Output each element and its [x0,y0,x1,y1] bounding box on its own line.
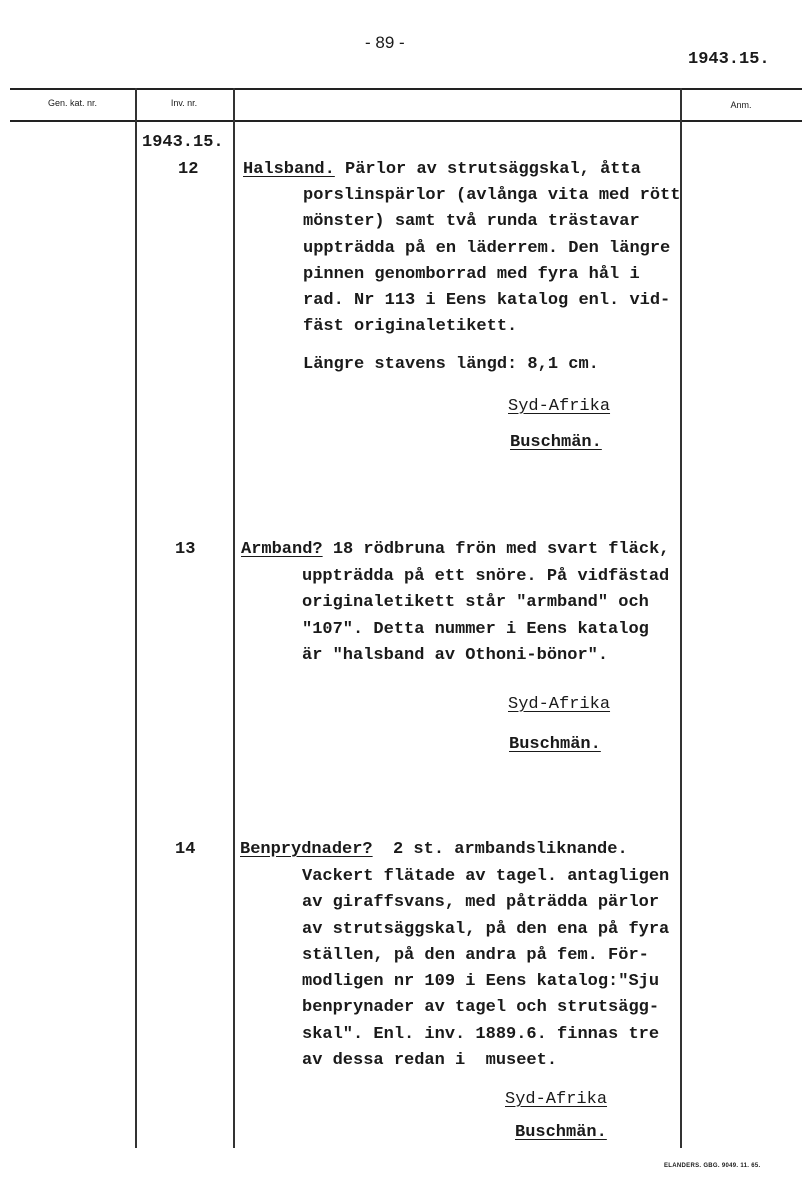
entry-text: 18 rödbruna frön med svart fläck, [322,540,670,559]
entry-body [302,564,669,669]
entry-line: uppträdda på ett snöre. På vidfästad [302,567,670,586]
entry-line: originaletikett står "armband" och [302,593,649,613]
table-top-rule [10,88,802,90]
entry-line: av dessa redan i museet. [302,1051,558,1071]
entry-body [303,183,680,341]
entry-line: mönster) samt två runda trästavar [303,212,640,232]
entry-line: av strutsäggskal, på den ena på fyra [302,919,670,939]
entry-note: Längre stavens längd: 8,1 cm. [303,355,599,374]
entry-first-line [243,157,641,183]
header-bottom-rule [10,120,802,122]
entry-region: Syd-Afrika [505,1090,608,1109]
entry-first-line [241,537,669,563]
entry-title: Halsband. [243,160,335,179]
entry-body [302,864,669,1074]
entry-line: är "halsband av Othoni-bönor". [302,645,609,665]
entry-text: Pärlor av strutsäggskal, åtta [334,160,641,179]
page-number: - 89 - [365,33,405,52]
inv-prefix: 1943.15. [142,133,224,152]
entry-title: Armband? [241,540,323,559]
entry-line: modligen nr 109 i Eens katalog:"Sju [302,972,660,992]
entry-line: uppträdda på en läderrem. Den längre [303,238,671,258]
entry-line: skal". Enl. inv. 1889.6. finnas tre [302,1024,660,1044]
entry-line: ställen, på den andra på fem. För- [302,945,649,965]
header-gen-kat-nr: Gen. kat. nr. [47,98,98,108]
header-inv-nr: Inv. nr. [170,98,198,108]
header-anm: Anm. [730,100,752,110]
entry-line: Vackert flätade av tagel. antagligen [302,867,670,886]
entry-first-line [240,837,628,863]
entry-line: pinnen genomborrad med fyra hål i [303,264,640,284]
entry-line: porslinspärlor (avlånga vita med rött [303,186,681,205]
entry-line: fäst originaletikett. [303,317,518,337]
entry-line: rad. Nr 113 i Eens katalog enl. vid- [303,291,671,311]
column-divider [135,88,137,1148]
entry-number: 14 [175,840,196,859]
column-divider [233,88,235,1148]
printer-mark: ELANDERS. GBG. 9049. 11. 65. [664,1163,761,1169]
entry-text: 2 st. armbandsliknande. [372,840,628,859]
corner-reference: 1943.15. [688,50,770,69]
entry-people: Buschmän. [510,433,602,452]
entry-line: benprynader av tagel och strutsägg- [302,998,660,1018]
entry-people: Buschmän. [509,735,601,754]
entry-line: av giraffsvans, med påträdda pärlor [302,893,660,913]
entry-region: Syd-Afrika [508,695,611,714]
entry-number: 12 [178,160,199,179]
entry-people: Buschmän. [515,1123,607,1142]
entry-number: 13 [175,540,196,559]
entry-line: "107". Detta nummer i Eens katalog [302,619,649,639]
entry-title: Benprydnader? [240,840,373,859]
entry-region: Syd-Afrika [508,397,611,416]
